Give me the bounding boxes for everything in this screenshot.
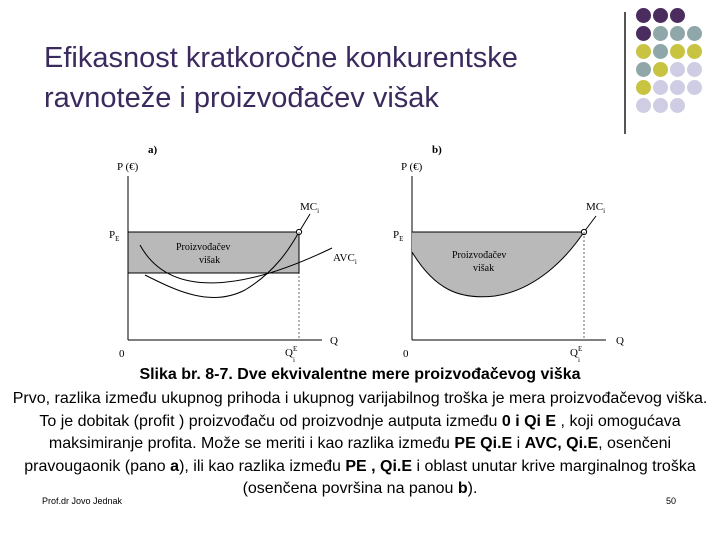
decor-dot [670,80,685,95]
decor-dot [653,44,668,59]
panel-b [393,144,624,364]
body-text-4: , osenčeni pravougaonik (pano [24,435,672,475]
body-bold-1: 0 i Qi E [501,412,557,430]
panel-a-price-label: $P_E$ [109,229,120,243]
decor-dot [653,98,668,113]
decor-divider [624,12,626,134]
body-text-6: i oblast unutar krive marginalnog troška (osenčena površina na panou [242,457,696,497]
decor-dot [636,62,651,77]
panel-a-origin: 0 [119,348,125,360]
panel-b-x-axis-label: Q [616,335,624,347]
panel-b-price-label: $P_E$ [393,229,404,243]
decor-dot [653,80,668,95]
body-bold-5: PE , Qi.E [345,457,413,475]
panel-a-area-label-1: Proizvođačev [176,242,231,253]
panel-b-mc-label: $MC_i$ [586,201,606,215]
body-text-1: Prvo, razlika između ukupnog prihoda i ukupnog varijabilnog troška je mera proizvođačevog viška. To je dobitak (profit ) proizvođaču od proizvodnje autputa između [12,390,708,430]
decor-dot [636,44,651,59]
panel-a-quantity-label: $Q^E$ [285,345,298,359]
body-bold-2: PE Qi.E [454,435,513,452]
decor-dot [636,8,651,23]
panel-b-label: b) [432,144,442,156]
panel-a-avc-label: $AVC_i$ [333,252,357,266]
panel-b-quantity-sub: i [578,356,580,364]
decor-dot [670,26,685,41]
body-bold-6: b [457,480,468,497]
decor-dot [653,8,668,23]
slide-title [44,38,604,118]
panel-b-surplus-area [412,232,584,297]
body-text-3: i [512,435,525,452]
decor-dot [636,98,651,113]
panel-b-y-axis-label: P (€) [401,161,423,173]
body-text-2: , koji omogućava maksimiranje profita. Može se meriti i kao razlika između [48,412,681,452]
panel-a-quantity-sub: i [293,356,295,364]
title-line-2: ravnoteže i proizvođačev višak [44,82,439,114]
decor-dot [670,98,685,113]
decor-dot [670,62,685,77]
panel-a-y-axis-label: P (€) [117,161,139,173]
figure-caption: Slika br. 8-7. Dve ekvivalentne mere proizvođačevog viška [139,366,581,383]
body-bold-4: a [170,457,180,475]
decor-dot [670,8,685,23]
panel-a [109,144,357,364]
producer-surplus-figure [100,140,640,366]
body-text-5: ), ili kao razlika između [179,457,346,475]
panel-b-area-label-1: Proizvođačev [452,250,507,261]
decor-dot [653,26,668,41]
panel-b-origin: 0 [403,348,409,360]
decor-dot [687,26,702,41]
title-line-1: Efikasnost kratkoročne konkurentske [44,42,518,74]
panel-a-area-label-2: višak [199,255,221,266]
decor-dot [687,80,702,95]
page-number: 50 [666,496,677,506]
decor-dot [636,80,651,95]
body-paragraph [6,388,714,501]
panel-a-label: a) [148,144,158,156]
decor-dot [687,44,702,59]
author-footer: Prof.dr Jovo Jednak [42,496,123,506]
decor-dot [636,26,651,41]
body-bold-3: AVC, Qi.E [524,435,599,452]
decor-dot [670,44,685,59]
panel-a-mc-label: $MC_i$ [300,201,320,215]
decor-dot [653,62,668,77]
panel-b-area-label-2: višak [473,263,495,274]
panel-a-x-axis-label: Q [330,335,338,347]
panel-b-quantity-label: $Q^E$ [570,345,583,359]
body-text-7: ). [467,480,478,497]
decor-dot [687,62,702,77]
